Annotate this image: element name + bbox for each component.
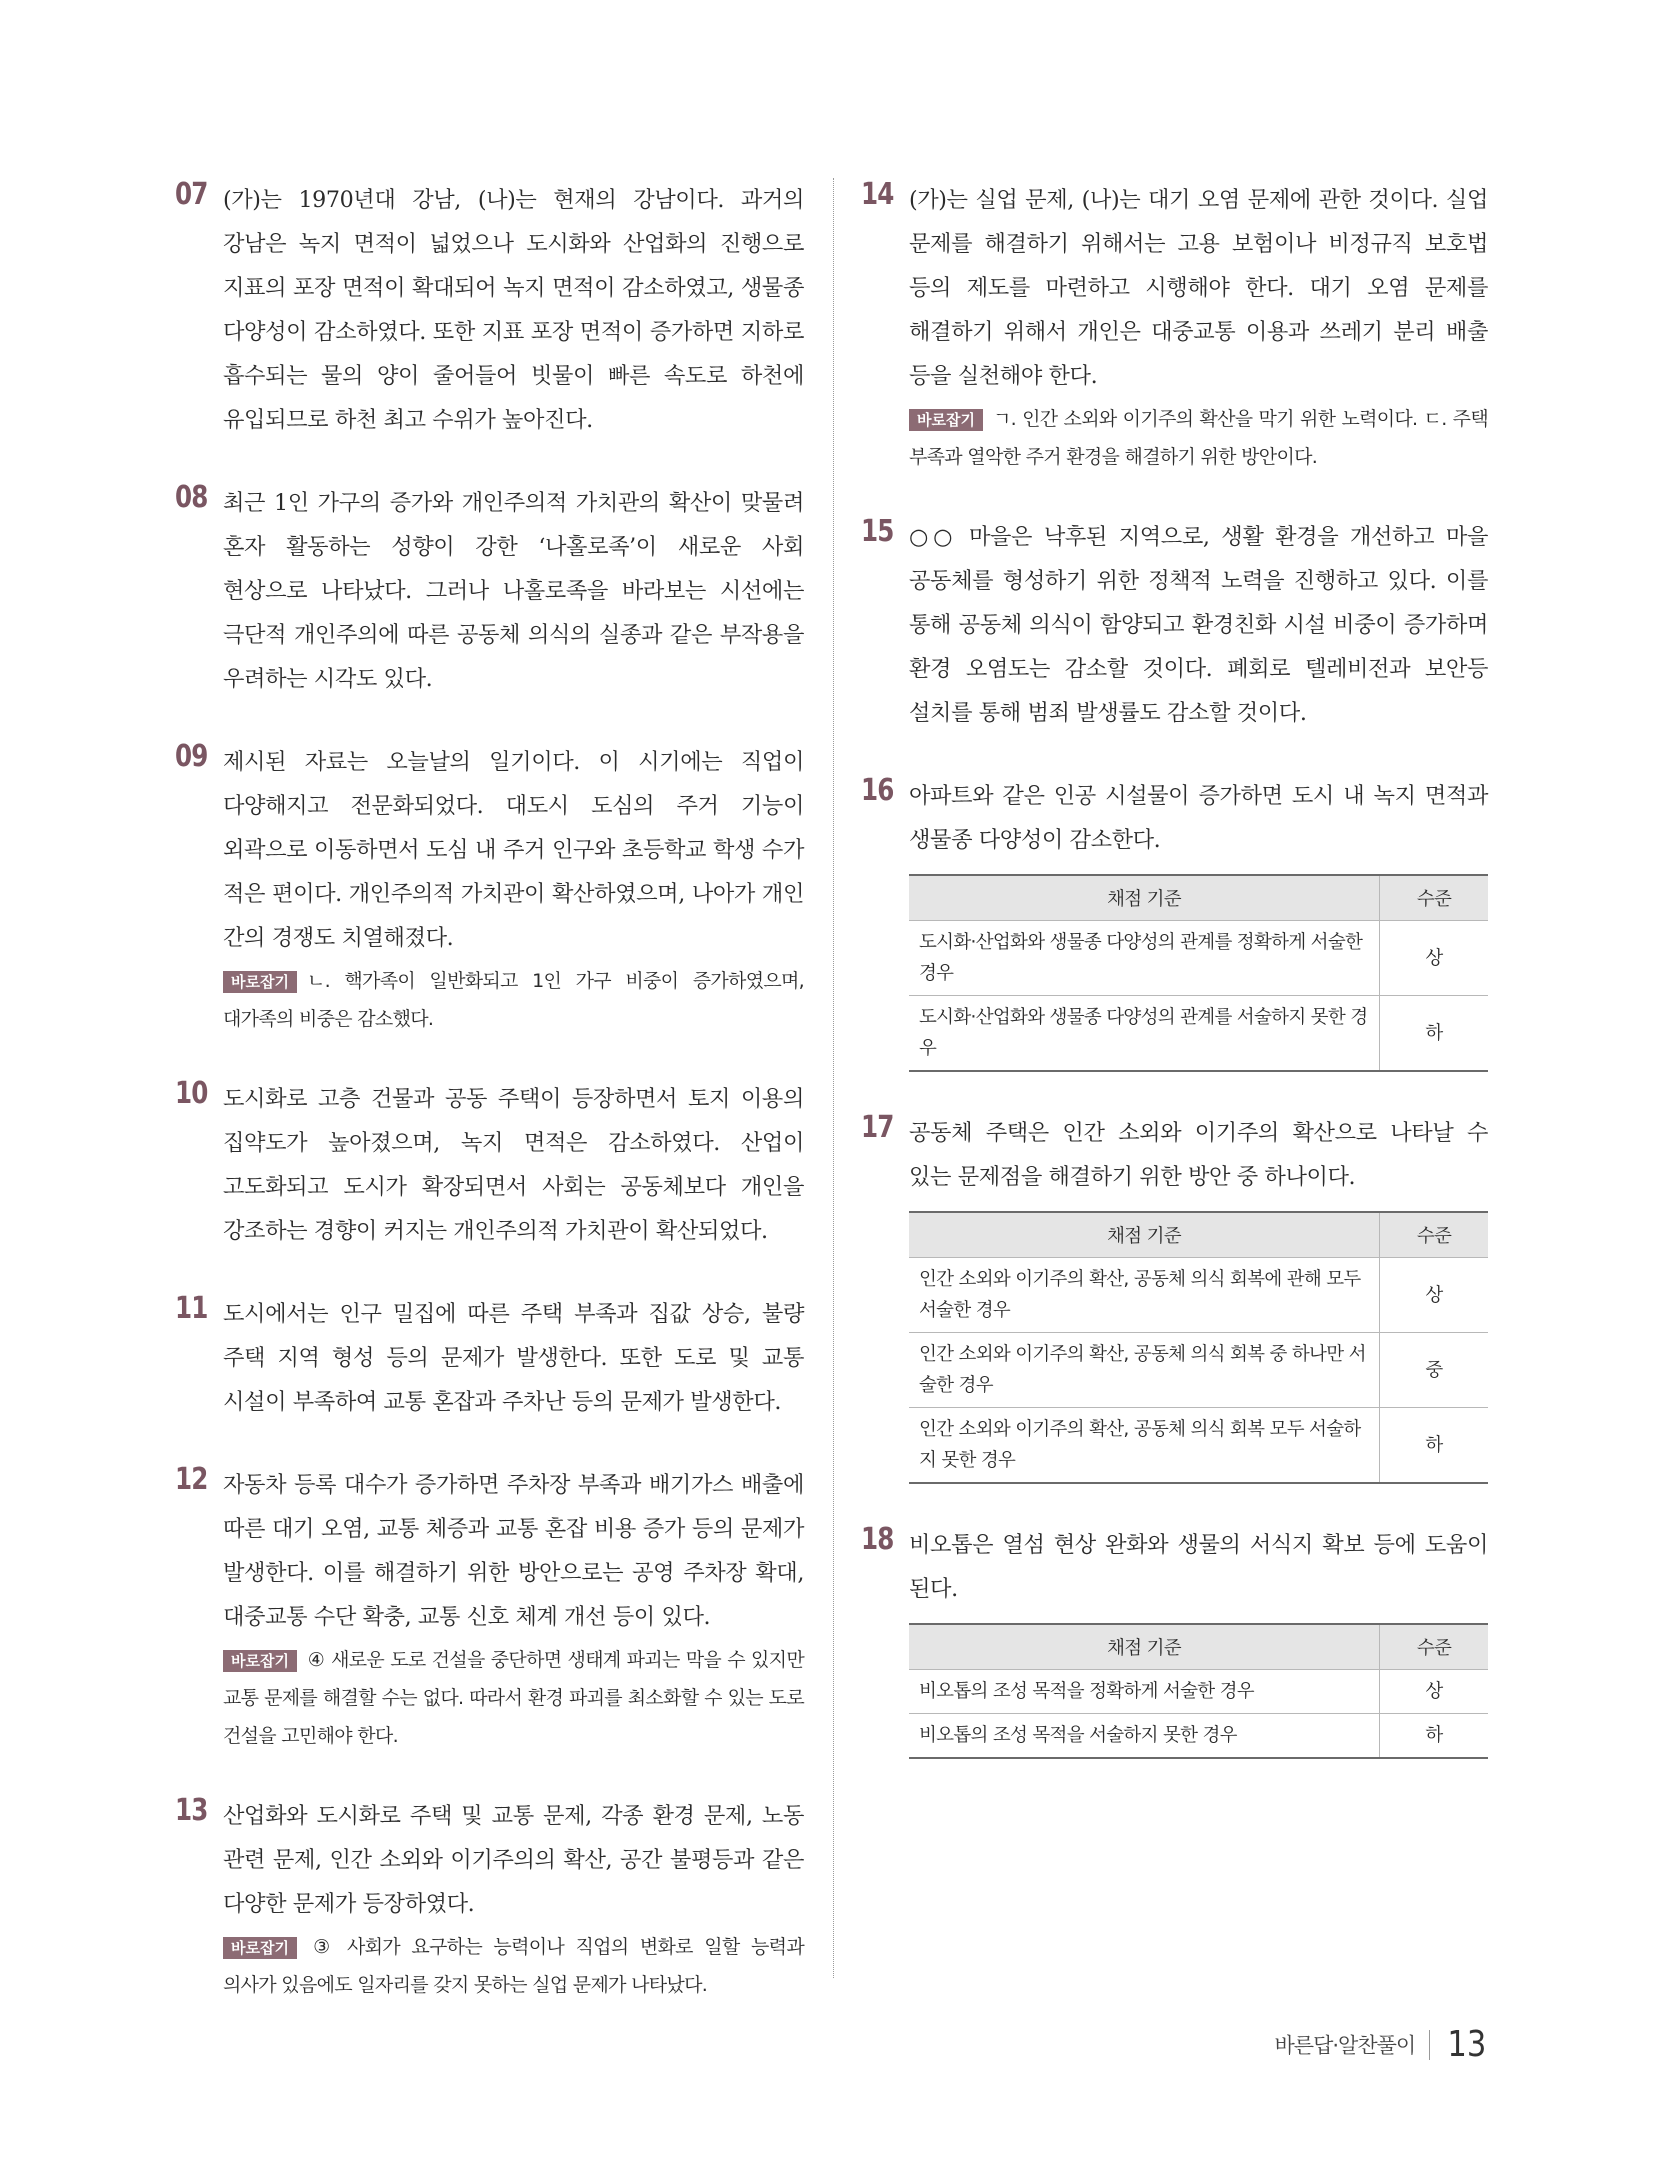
level-cell: 하 <box>1380 996 1489 1072</box>
left-column <box>175 177 804 2043</box>
correction-text: ㄴ. 핵가족이 일반화되고 1인 가구 비중이 증가하였으며, 대가족의 비중은 감소했다. <box>223 970 804 1030</box>
column-divider <box>833 178 834 1978</box>
table-row <box>909 996 1488 1072</box>
table-row <box>909 1408 1488 1484</box>
explanation-text: 아파트와 같은 인공 시설물이 증가하면 도시 내 녹지 면적과 생물종 다양성이 감소한다. <box>909 783 1488 853</box>
correction-note <box>223 962 804 1038</box>
question-number: 07 <box>175 177 208 212</box>
table-row <box>909 921 1488 996</box>
level-cell: 상 <box>1380 921 1489 996</box>
criteria-cell: 인간 소외와 이기주의 확산, 공동체 의식 회복 모두 서술하지 못한 경우 <box>909 1408 1380 1484</box>
explanation-text: 제시된 자료는 오늘날의 일기이다. 이 시기에는 직업이 다양해지고 전문화되었다. 대도시 도심의 주거 기능이 외곽으로 이동하면서 도심 내 주거 인구와 초등학교 학생 수가 적은 편이다. 개인주의적 가치관이 확산하였으며, 나아가 개인 간의 경쟁도 치열해졌다. <box>223 749 804 951</box>
answer-item <box>175 177 804 442</box>
footer-separator <box>1429 2030 1430 2060</box>
question-number: 09 <box>175 739 208 774</box>
answer-item <box>861 1110 1488 1484</box>
correction-badge: 바로잡기 <box>223 1937 297 1959</box>
answer-item <box>861 177 1488 476</box>
explanation-text: 공동체 주택은 인간 소외와 이기주의 확산으로 나타날 수 있는 문제점을 해결하기 위한 방안 중 하나이다. <box>909 1120 1488 1190</box>
answer-item <box>175 739 804 1038</box>
answer-item <box>861 514 1488 735</box>
explanation-text: 도시화로 고층 건물과 공동 주택이 등장하면서 토지 이용의 집약도가 높아졌으며, 녹지 면적은 감소하였다. 산업이 고도화되고 도시가 확장되면서 사회는 공동체보다 개인을 강조하는 경향이 커지는 개인주의적 가치관이 확산되었다. <box>223 1086 804 1244</box>
question-number: 18 <box>861 1522 894 1557</box>
correction-note <box>223 1928 804 2004</box>
question-number: 14 <box>861 177 894 212</box>
answer-item <box>175 1793 804 2004</box>
right-column <box>861 177 1488 1798</box>
criteria-header: 채점 기준 <box>909 875 1380 921</box>
question-number: 17 <box>861 1110 894 1145</box>
scoring-table <box>909 1623 1488 1759</box>
level-cell: 하 <box>1380 1714 1489 1759</box>
level-cell: 상 <box>1380 1258 1489 1333</box>
explanation-text: 산업화와 도시화로 주택 및 교통 문제, 각종 환경 문제, 노동 관련 문제, 인간 소외와 이기주의의 확산, 공간 불평등과 같은 다양한 문제가 등장하였다. <box>223 1803 804 1917</box>
explanation-text: 최근 1인 가구의 증가와 개인주의적 가치관의 확산이 맞물려 혼자 활동하는 성향이 강한 ‘나홀로족’이 새로운 사회 현상으로 나타났다. 그러나 나홀로족을 바라보는 시선에는 극단적 개인주의에 따른 공동체 의식의 실종과 같은 부작용을 우려하는 시각도 있다. <box>223 490 804 692</box>
table-row <box>909 1258 1488 1333</box>
answer-item <box>861 773 1488 1072</box>
criteria-cell: 인간 소외와 이기주의 확산, 공동체 의식 회복 중 하나만 서술한 경우 <box>909 1333 1380 1408</box>
explanation-text: ○○ 마을은 낙후된 지역으로, 생활 환경을 개선하고 마을 공동체를 형성하기 위한 정책적 노력을 진행하고 있다. 이를 통해 공동체 의식이 함양되고 환경친화 시설 비중이 증가하며 환경 오염도는 감소할 것이다. 폐회로 텔레비전과 보안등 설치를 통해 범죄 발생률도 감소할 것이다. <box>909 524 1488 726</box>
criteria-header: 채점 기준 <box>909 1212 1380 1258</box>
level-header: 수준 <box>1380 1212 1489 1258</box>
level-cell: 중 <box>1380 1333 1489 1408</box>
table-row <box>909 1670 1488 1714</box>
correction-text: ㄱ. 인간 소외와 이기주의 확산을 막기 위한 노력이다. ㄷ. 주택 부족과 열악한 주거 환경을 해결하기 위한 방안이다. <box>909 408 1488 468</box>
scoring-table <box>909 874 1488 1072</box>
question-number: 13 <box>175 1793 208 1828</box>
answer-item <box>175 1462 804 1755</box>
question-number: 11 <box>175 1291 208 1326</box>
criteria-cell: 비오톱의 조성 목적을 서술하지 못한 경우 <box>909 1714 1380 1759</box>
explanation-text: 도시에서는 인구 밀집에 따른 주택 부족과 집값 상승, 불량 주택 지역 형성 등의 문제가 발생한다. 또한 도로 및 교통 시설이 부족하여 교통 혼잡과 주차난 등의 문제가 발생한다. <box>223 1301 804 1415</box>
explanation-text: 자동차 등록 대수가 증가하면 주차장 부족과 배기가스 배출에 따른 대기 오염, 교통 체증과 교통 혼잡 비용 증가 등의 문제가 발생한다. 이를 해결하기 위한 방안으로는 공영 주차장 확대, 대중교통 수단 확충, 교통 신호 체계 개선 등이 있다. <box>223 1472 804 1630</box>
answer-item <box>175 1076 804 1253</box>
correction-badge: 바로잡기 <box>909 409 983 431</box>
criteria-cell: 도시화·산업화와 생물종 다양성의 관계를 정확하게 서술한 경우 <box>909 921 1380 996</box>
answer-item <box>175 1291 804 1424</box>
level-cell: 하 <box>1380 1408 1489 1484</box>
level-header: 수준 <box>1380 1624 1489 1670</box>
question-number: 16 <box>861 773 894 808</box>
table-row <box>909 1333 1488 1408</box>
criteria-cell: 비오톱의 조성 목적을 정확하게 서술한 경우 <box>909 1670 1380 1714</box>
question-number: 10 <box>175 1076 208 1111</box>
criteria-header: 채점 기준 <box>909 1624 1380 1670</box>
table-row <box>909 1714 1488 1759</box>
explanation-text: (가)는 실업 문제, (나)는 대기 오염 문제에 관한 것이다. 실업 문제를 해결하기 위해서는 고용 보험이나 비정규직 보호법 등의 제도를 마련하고 시행해야 한다. 대기 오염 문제를 해결하기 위해서 개인은 대중교통 이용과 쓰레기 분리 배출 등을 실천해야 한다. <box>909 187 1488 389</box>
page-number: 13 <box>1447 2024 1487 2065</box>
explanation-text: (가)는 1970년대 강남, (나)는 현재의 강남이다. 과거의 강남은 녹지 면적이 넓었으나 도시화와 산업화의 진행으로 지표의 포장 면적이 확대되어 녹지 면적이 감소하였고, 생물종 다양성이 감소하였다. 또한 지표 포장 면적이 증가하면 지하로 흡수되는 물의 양이 줄어들어 빗물이 빠른 속도로 하천에 유입되므로 하천 최고 수위가 높아진다. <box>223 187 804 433</box>
criteria-cell: 도시화·산업화와 생물종 다양성의 관계를 서술하지 못한 경우 <box>909 996 1380 1072</box>
correction-text: ④ 새로운 도로 건설을 중단하면 생태계 파괴는 막을 수 있지만 교통 문제를 해결할 수는 없다. 따라서 환경 파괴를 최소화할 수 있는 도로 건설을 고민해야 한다. <box>223 1649 804 1747</box>
correction-badge: 바로잡기 <box>223 971 297 993</box>
correction-text: ③ 사회가 요구하는 능력이나 직업의 변화로 일할 능력과 의사가 있음에도 일자리를 갖지 못하는 실업 문제가 나타났다. <box>223 1936 804 1996</box>
scoring-table <box>909 1211 1488 1484</box>
explanation-text: 비오톱은 열섬 현상 완화와 생물의 서식지 확보 등에 도움이 된다. <box>909 1532 1488 1602</box>
level-header: 수준 <box>1380 875 1489 921</box>
criteria-cell: 인간 소외와 이기주의 확산, 공동체 의식 회복에 관해 모두 서술한 경우 <box>909 1258 1380 1333</box>
question-number: 12 <box>175 1462 208 1497</box>
level-cell: 상 <box>1380 1670 1489 1714</box>
correction-note <box>223 1641 804 1755</box>
question-number: 15 <box>861 514 894 549</box>
page-footer <box>1275 2024 1491 2065</box>
correction-badge: 바로잡기 <box>223 1650 297 1672</box>
answer-item <box>175 480 804 701</box>
question-number: 08 <box>175 480 208 515</box>
correction-note <box>909 400 1488 476</box>
answer-item <box>861 1522 1488 1759</box>
footer-label: 바른답·알찬풀이 <box>1274 2033 1416 2058</box>
